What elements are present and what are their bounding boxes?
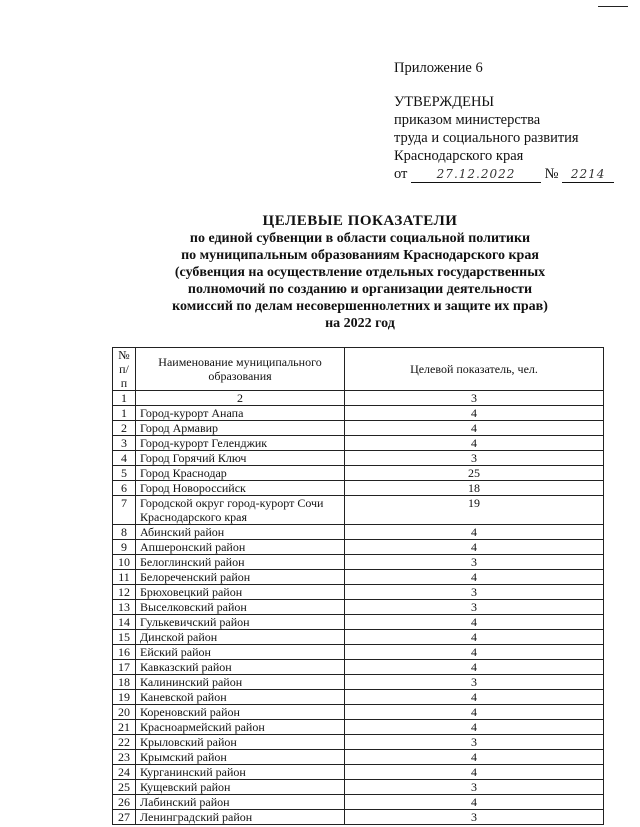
row-number: 4: [113, 451, 136, 466]
row-value: 3: [345, 675, 604, 690]
table-row: [113, 436, 604, 451]
row-name: Ейский район: [136, 645, 345, 660]
row-number: 8: [113, 525, 136, 540]
column-index-1: 1: [113, 391, 136, 406]
approved-heading: УТВЕРЖДЕНЫ: [394, 94, 495, 110]
table-row: [113, 466, 604, 481]
row-name: Апшеронский район: [136, 540, 345, 555]
approval-block: [394, 59, 614, 183]
row-value: 4: [345, 406, 604, 421]
row-number: 13: [113, 600, 136, 615]
column-index-3: 3: [345, 391, 604, 406]
row-name: Белоглинский район: [136, 555, 345, 570]
row-name: Город Новороссийск: [136, 481, 345, 496]
table-row: [113, 675, 604, 690]
table-row: [113, 720, 604, 735]
row-value: 4: [345, 630, 604, 645]
row-value: 4: [345, 570, 604, 585]
table-row: [113, 421, 604, 436]
order-date-number-line: [394, 165, 614, 183]
header-value: Целевой показатель, чел.: [345, 348, 604, 391]
row-number: 12: [113, 585, 136, 600]
row-value: 4: [345, 525, 604, 540]
targets-table: [112, 347, 604, 825]
row-name: Кущевский район: [136, 780, 345, 795]
row-number: 15: [113, 630, 136, 645]
table-row: [113, 630, 604, 645]
row-value: 4: [345, 540, 604, 555]
table-row: [113, 525, 604, 540]
row-number: 6: [113, 481, 136, 496]
row-name: Лабинский район: [136, 795, 345, 810]
title-line-4: полномочий по созданию и организации деятельности: [187, 282, 533, 297]
row-number: 9: [113, 540, 136, 555]
column-index-2: 2: [136, 391, 345, 406]
corner-mark: [598, 6, 628, 7]
row-value: 19: [345, 496, 604, 525]
row-name: Город Армавир: [136, 421, 345, 436]
row-number: 23: [113, 750, 136, 765]
row-name: Кореновский район: [136, 705, 345, 720]
table-row: [113, 660, 604, 675]
row-name: Белореченский район: [136, 570, 345, 585]
table-row: [113, 451, 604, 466]
row-value: 3: [345, 585, 604, 600]
row-number: 10: [113, 555, 136, 570]
table-row: [113, 645, 604, 660]
table-row: [113, 810, 604, 825]
row-number: 5: [113, 466, 136, 481]
table-row: [113, 406, 604, 421]
row-number: 11: [113, 570, 136, 585]
row-number: 19: [113, 690, 136, 705]
row-name: Город-курорт Геленджик: [136, 436, 345, 451]
row-value: 3: [345, 451, 604, 466]
row-value: 3: [345, 735, 604, 750]
row-number: 21: [113, 720, 136, 735]
row-number: 1: [113, 406, 136, 421]
row-value: 3: [345, 555, 604, 570]
title-line-5: комиссий по делам несовершеннолетних и защите их прав): [172, 299, 548, 314]
row-number: 18: [113, 675, 136, 690]
order-number: 2214: [562, 167, 614, 183]
row-value: 4: [345, 660, 604, 675]
title-main: ЦЕЛЕВЫЕ ПОКАЗАТЕЛИ: [262, 213, 458, 229]
row-value: 4: [345, 615, 604, 630]
row-name: Городской округ город-курорт Сочи Краснодарского края: [136, 496, 345, 525]
row-value: 3: [345, 600, 604, 615]
row-value: 4: [345, 436, 604, 451]
row-value: 18: [345, 481, 604, 496]
table-row: [113, 496, 604, 525]
row-number: 24: [113, 765, 136, 780]
table-row: [113, 765, 604, 780]
table-row: [113, 735, 604, 750]
row-value: 4: [345, 421, 604, 436]
table-row: [113, 600, 604, 615]
title-line-1: по единой субвенции в области социальной политики: [189, 231, 531, 246]
row-value: 4: [345, 765, 604, 780]
row-value: 4: [345, 690, 604, 705]
table-row: [113, 750, 604, 765]
row-name: Город-курорт Анапа: [136, 406, 345, 421]
row-name: Крыловский район: [136, 735, 345, 750]
row-number: 2: [113, 421, 136, 436]
row-name: Город Горячий Ключ: [136, 451, 345, 466]
row-number: 27: [113, 810, 136, 825]
order-line-1: приказом министерства: [394, 112, 541, 128]
table-row: [113, 690, 604, 705]
order-line-2: труда и социального развития: [394, 130, 579, 146]
table-row: [113, 570, 604, 585]
row-number: 16: [113, 645, 136, 660]
row-name: Гулькевичский район: [136, 615, 345, 630]
row-value: 3: [345, 780, 604, 795]
row-name: Каневской район: [136, 690, 345, 705]
row-value: 4: [345, 705, 604, 720]
table-row: [113, 615, 604, 630]
title-line-3: (субвенция на осуществление отдельных государственных: [174, 265, 546, 280]
row-name: Кавказский район: [136, 660, 345, 675]
table-row: [113, 795, 604, 810]
row-value: 4: [345, 720, 604, 735]
row-value: 4: [345, 750, 604, 765]
table-row: [113, 555, 604, 570]
table-row: [113, 585, 604, 600]
table-row: [113, 481, 604, 496]
row-name: Крымский район: [136, 750, 345, 765]
table-body: [113, 406, 604, 825]
row-number: 26: [113, 795, 136, 810]
header-no: № п/п: [113, 348, 136, 391]
row-name: Калининский район: [136, 675, 345, 690]
table-row: [113, 705, 604, 720]
row-number: 25: [113, 780, 136, 795]
row-number: 7: [113, 496, 136, 525]
appendix-label: Приложение 6: [394, 60, 483, 76]
order-date: 27.12.2022: [411, 167, 541, 183]
row-name: Абинский район: [136, 525, 345, 540]
column-index-row: [113, 391, 604, 406]
row-value: 25: [345, 466, 604, 481]
header-name: Наименование муниципального образования: [136, 348, 345, 391]
date-prefix: от: [394, 166, 408, 182]
document-title: [100, 213, 620, 332]
table-header-row: [113, 348, 604, 391]
row-number: 17: [113, 660, 136, 675]
title-line-6: на 2022 год: [325, 316, 395, 331]
row-name: Курганинский район: [136, 765, 345, 780]
row-name: Выселковский район: [136, 600, 345, 615]
table-row: [113, 780, 604, 795]
row-number: 20: [113, 705, 136, 720]
row-name: Город Краснодар: [136, 466, 345, 481]
row-name: Ленинградский район: [136, 810, 345, 825]
row-value: 3: [345, 810, 604, 825]
row-name: Динской район: [136, 630, 345, 645]
number-prefix: №: [544, 166, 559, 182]
row-name: Брюховецкий район: [136, 585, 345, 600]
row-number: 3: [113, 436, 136, 451]
row-value: 4: [345, 645, 604, 660]
order-line-3: Краснодарского края: [394, 148, 524, 164]
row-name: Красноармейский район: [136, 720, 345, 735]
row-number: 22: [113, 735, 136, 750]
row-value: 4: [345, 795, 604, 810]
table-row: [113, 540, 604, 555]
title-line-2: по муниципальным образованиям Краснодарского края: [181, 248, 539, 263]
row-number: 14: [113, 615, 136, 630]
